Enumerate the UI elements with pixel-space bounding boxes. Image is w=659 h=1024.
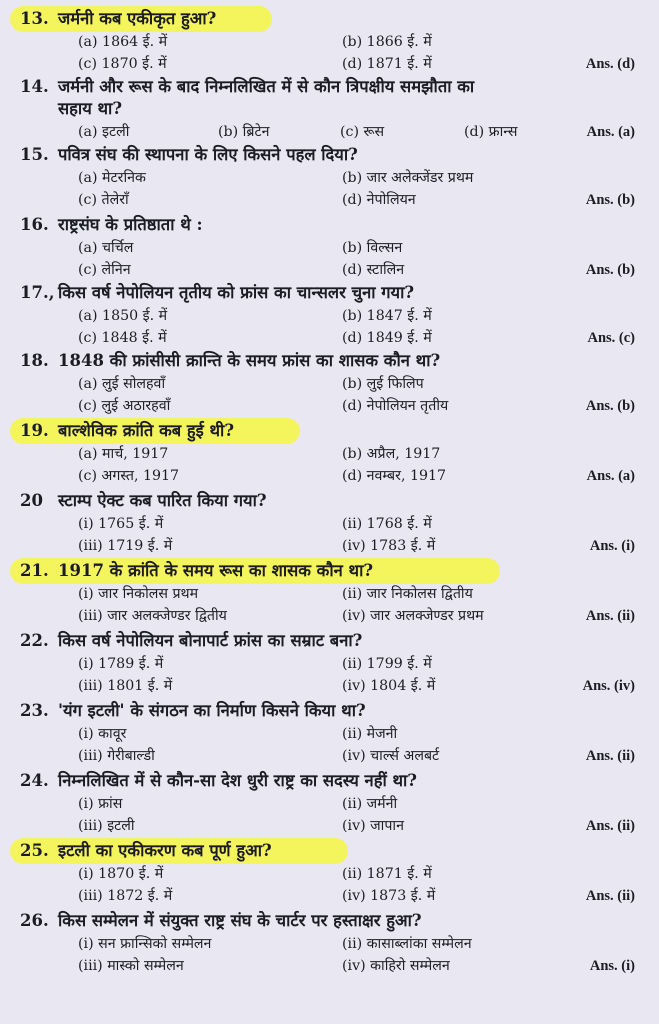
option: (iii) 1872 ई. में bbox=[78, 888, 173, 904]
question-text: 1917 के क्रांति के समय रूस का शासक कौन था? bbox=[58, 561, 374, 580]
question-number: 20 bbox=[20, 491, 43, 510]
option: (i) फ्रांस bbox=[78, 796, 123, 812]
question-text: किस वर्ष नेपोलियन बोनापार्ट फ्रांस का सम्राट बना? bbox=[58, 631, 363, 650]
option: (d) स्टालिन bbox=[342, 262, 405, 278]
answer-label: Ans. (ii) bbox=[585, 748, 635, 764]
question-text: पवित्र संघ की स्थापना के लिए किसने पहल दिया? bbox=[58, 145, 358, 164]
option: (i) जार निकोलस प्रथम bbox=[78, 586, 199, 602]
option: (a) 1864 ई. में bbox=[78, 34, 168, 50]
question-text-continued: सहाय था? bbox=[58, 99, 122, 118]
option: (a) चर्चिल bbox=[78, 240, 134, 256]
option: (a) मेटरनिक bbox=[78, 170, 146, 186]
answer-label: Ans. (iv) bbox=[582, 678, 635, 694]
question-line bbox=[20, 350, 440, 372]
option: (iii) इटली bbox=[78, 818, 135, 834]
question-block bbox=[0, 348, 659, 416]
question-text: इटली का एकीकरण कब पूर्ण हुआ? bbox=[58, 841, 272, 860]
option: (iii) मास्को सम्मेलन bbox=[78, 958, 184, 974]
option: (i) 1765 ई. में bbox=[78, 516, 164, 532]
option: (a) इटली bbox=[78, 124, 130, 140]
question-line bbox=[20, 420, 234, 442]
question-text: किस सम्मेलन में संयुक्त राष्ट्र संघ के चार्टर पर हस्ताक्षर हुआ? bbox=[58, 911, 422, 930]
option: (iii) जार अलक्जेण्डर द्वितीय bbox=[78, 608, 227, 624]
question-line bbox=[20, 214, 203, 236]
question-block bbox=[0, 418, 659, 486]
option: (i) सन फ्रान्सिको सम्मेलन bbox=[78, 936, 212, 952]
option: (iv) काहिरो सम्मेलन bbox=[342, 958, 450, 974]
option: (ii) कासाब्लांका सम्मेलन bbox=[342, 936, 472, 952]
question-block bbox=[0, 488, 659, 556]
option: (d) नेपोलियन तृतीय bbox=[342, 398, 449, 414]
question-number: 14. bbox=[20, 77, 49, 96]
question-block bbox=[0, 628, 659, 696]
answer-label: Ans. (c) bbox=[587, 330, 635, 346]
question-number: 24. bbox=[20, 771, 49, 790]
question-line bbox=[20, 840, 272, 862]
option: (iv) जार अलक्जेण्डर प्रथम bbox=[342, 608, 484, 624]
option: (i) कावूर bbox=[78, 726, 127, 742]
question-text: 1848 की फ्रांसीसी क्रान्ति के समय फ्रांस का शासक कौन था? bbox=[58, 351, 441, 370]
question-line bbox=[20, 700, 366, 722]
question-text: राष्ट्रसंघ के प्रतिष्ठाता थे : bbox=[58, 215, 203, 234]
question-text: स्टाम्प ऐक्ट कब पारित किया गया? bbox=[58, 491, 267, 510]
option: (iii) गेरीबाल्डी bbox=[78, 748, 155, 764]
option: (d) नवम्बर, 1917 bbox=[342, 468, 447, 484]
option: (d) 1871 ई. में bbox=[342, 56, 432, 72]
option: (d) 1849 ई. में bbox=[342, 330, 432, 346]
question-block bbox=[0, 558, 659, 626]
option: (iv) 1783 ई. में bbox=[342, 538, 436, 554]
option: (a) 1850 ई. में bbox=[78, 308, 168, 324]
option: (a) मार्च, 1917 bbox=[78, 446, 169, 462]
option: (b) 1847 ई. में bbox=[342, 308, 432, 324]
option: (b) अप्रैल, 1917 bbox=[342, 446, 441, 462]
question-block bbox=[0, 142, 659, 210]
option: (ii) 1799 ई. में bbox=[342, 656, 432, 672]
option: (ii) 1768 ई. में bbox=[342, 516, 432, 532]
question-block bbox=[0, 768, 659, 836]
question-number: 16. bbox=[20, 215, 49, 234]
option: (c) लेनिन bbox=[78, 262, 131, 278]
option: (ii) जर्मनी bbox=[342, 796, 398, 812]
option: (iv) जापान bbox=[342, 818, 404, 834]
option: (d) नेपोलियन bbox=[342, 192, 416, 208]
answer-label: Ans. (ii) bbox=[585, 888, 635, 904]
option: (iii) 1801 ई. में bbox=[78, 678, 173, 694]
question-block bbox=[0, 74, 659, 142]
option: (iii) 1719 ई. में bbox=[78, 538, 173, 554]
question-line bbox=[20, 560, 373, 582]
option: (i) 1789 ई. में bbox=[78, 656, 164, 672]
option: (c) तेलेराँ bbox=[78, 192, 129, 208]
question-text: जर्मनी कब एकीकृत हुआ? bbox=[58, 9, 217, 28]
question-block bbox=[0, 698, 659, 766]
option: (ii) मेजनी bbox=[342, 726, 398, 742]
answer-label: Ans. (i) bbox=[589, 958, 635, 974]
question-text: बाल्शेविक क्रांति कब हुई थी? bbox=[58, 421, 234, 440]
question-number: 23. bbox=[20, 701, 49, 720]
question-number: 13. bbox=[20, 9, 49, 28]
answer-label: Ans. (d) bbox=[585, 56, 635, 72]
option: (b) जार अलेक्जेंडर प्रथम bbox=[342, 170, 474, 186]
answer-label: Ans. (ii) bbox=[585, 818, 635, 834]
question-block bbox=[0, 838, 659, 906]
option: (b) 1866 ई. में bbox=[342, 34, 432, 50]
answer-label: Ans. (i) bbox=[589, 538, 635, 554]
option: (iv) चार्ल्स अलबर्ट bbox=[342, 748, 440, 764]
option: (c) रूस bbox=[340, 124, 385, 140]
question-line bbox=[20, 630, 362, 652]
answer-label: Ans. (b) bbox=[585, 262, 635, 278]
answer-label: Ans. (a) bbox=[586, 468, 635, 484]
option: (b) ब्रिटेन bbox=[218, 124, 270, 140]
option: (ii) जार निकोलस द्वितीय bbox=[342, 586, 473, 602]
question-block bbox=[0, 908, 659, 976]
question-number: 26. bbox=[20, 911, 49, 930]
question-number: 25. bbox=[20, 841, 49, 860]
question-text: निम्नलिखित में से कौन-सा देश धुरी राष्ट्र का सदस्य नहीं था? bbox=[58, 771, 417, 790]
option: (iv) 1804 ई. में bbox=[342, 678, 436, 694]
option: (c) अगस्त, 1917 bbox=[78, 468, 180, 484]
question-block bbox=[0, 280, 659, 348]
question-line bbox=[20, 490, 267, 512]
option: (iv) 1873 ई. में bbox=[342, 888, 436, 904]
option: (c) 1870 ई. में bbox=[78, 56, 167, 72]
option: (c) लुई अठारहवाँ bbox=[78, 398, 171, 414]
option: (d) फ्रान्स bbox=[464, 124, 518, 140]
question-block bbox=[0, 212, 659, 280]
question-text: किस वर्ष नेपोलियन तृतीय को फ्रांस का चान्सलर चुना गया? bbox=[58, 283, 415, 302]
question-text: 'यंग इटली' के संगठन का निर्माण किसने किया था? bbox=[58, 701, 366, 720]
option: (a) लुई सोलहवाँ bbox=[78, 376, 166, 392]
question-number: 18. bbox=[20, 351, 49, 370]
question-number: 22. bbox=[20, 631, 49, 650]
option: (b) विल्सन bbox=[342, 240, 403, 256]
answer-label: Ans. (b) bbox=[585, 192, 635, 208]
question-line bbox=[20, 76, 474, 98]
option: (b) लुई फिलिप bbox=[342, 376, 424, 392]
answer-label: Ans. (a) bbox=[586, 124, 635, 140]
answer-label: Ans. (b) bbox=[585, 398, 635, 414]
question-line bbox=[20, 770, 417, 792]
question-block bbox=[0, 6, 659, 74]
question-line bbox=[20, 282, 414, 304]
question-line bbox=[20, 144, 358, 166]
question-number: 15. bbox=[20, 145, 49, 164]
question-number: 17., bbox=[20, 283, 55, 302]
option: (i) 1870 ई. में bbox=[78, 866, 164, 882]
question-text: जर्मनी और रूस के बाद निम्नलिखित में से कौन त्रिपक्षीय समझौता का bbox=[58, 77, 475, 96]
option: (ii) 1871 ई. में bbox=[342, 866, 432, 882]
answer-label: Ans. (ii) bbox=[585, 608, 635, 624]
question-line bbox=[20, 910, 422, 932]
question-number: 19. bbox=[20, 421, 49, 440]
option: (c) 1848 ई. में bbox=[78, 330, 167, 346]
question-number: 21. bbox=[20, 561, 49, 580]
question-line bbox=[20, 8, 216, 30]
